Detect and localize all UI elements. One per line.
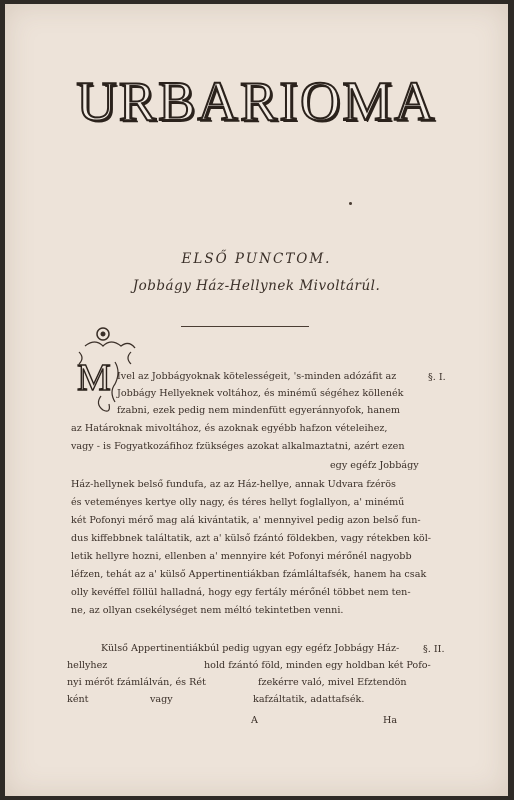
text-line: az Határoknak mivoltához, és azoknak egyébb hafzon vételeihez,	[71, 423, 388, 434]
text-line: vagy	[150, 694, 173, 705]
text-line: hellyhez	[67, 660, 108, 671]
catchword: A	[251, 715, 258, 726]
text-line: Külső Appertinentiákbúl pedig ugyan egy egéfz Jobbágy Ház-	[101, 643, 400, 654]
document-title: URBARIOMA	[76, 71, 437, 133]
text-line: Ház-hellynek belső fundufa, az az Ház-hellye, annak Udvara fzérös	[71, 479, 396, 490]
text-line: kafzáltatik, adattafsék.	[253, 694, 365, 705]
text-line: Ivel az Jobbágyoknak kötelességeit, 's-minden adózáfit az	[117, 371, 397, 382]
divider-rule	[181, 326, 309, 327]
text-line: hold fzántó föld, minden egy holdban két Pofo-	[204, 660, 431, 671]
text-line: fzekérre való, mivel Efztendön	[258, 677, 407, 688]
dropcap-letter: M	[77, 357, 111, 399]
text-line: Jobbágy Hellyeknek voltához, és minémű ségéhez köllenék	[117, 388, 404, 399]
text-line: ne, az ollyan csekélységet nem méltó tekintetben venni.	[71, 605, 344, 616]
text-line: és veteményes kertye olly nagy, és téres hellyt foglallyon, a' minémű	[71, 497, 405, 508]
section-subtitle: Jobbágy Ház-Hellynek Mivoltárúl.	[132, 278, 381, 294]
text-line: fzabni, ezek pedig nem mindenfütt egyeránnyofok, hanem	[117, 405, 401, 416]
decorative-dot	[349, 202, 352, 205]
text-line: két Pofonyi mérő mag alá kivántatik, a' mennyivel pedig azon belső fun-	[71, 515, 421, 526]
section-marker: §. II.	[423, 644, 445, 655]
text-line: vagy - is Fogyatkozáfihoz fzükséges azokat alkalmaztatni, azért ezen	[71, 441, 405, 452]
section-heading: ELSŐ PUNCTOM.	[181, 251, 332, 267]
text-line: nyi mérőt fzámlálván, és Rét	[67, 677, 206, 688]
text-line: léfzen, tehát az a' külső Appertinentiákban fzámláltafsék, hanem ha csak	[71, 569, 427, 580]
text-line: letik hellyre hozni, ellenben a' mennyire két Pofonyi mérőnél nagyobb	[71, 551, 412, 562]
text-line: olly kevéffel föllül halladná, hogy egy fertály mérőnél többet nem ten-	[71, 587, 411, 598]
text-line: egy egéfz Jobbágy	[330, 460, 419, 471]
text-line: ként	[67, 694, 89, 705]
document-page	[5, 4, 508, 796]
section-marker: §. I.	[428, 372, 446, 383]
catchword: Ha	[383, 715, 398, 726]
text-line: dus kiffebbnek találtatik, azt a' külső fzántó földekben, vagy rétekben köl-	[71, 533, 432, 544]
